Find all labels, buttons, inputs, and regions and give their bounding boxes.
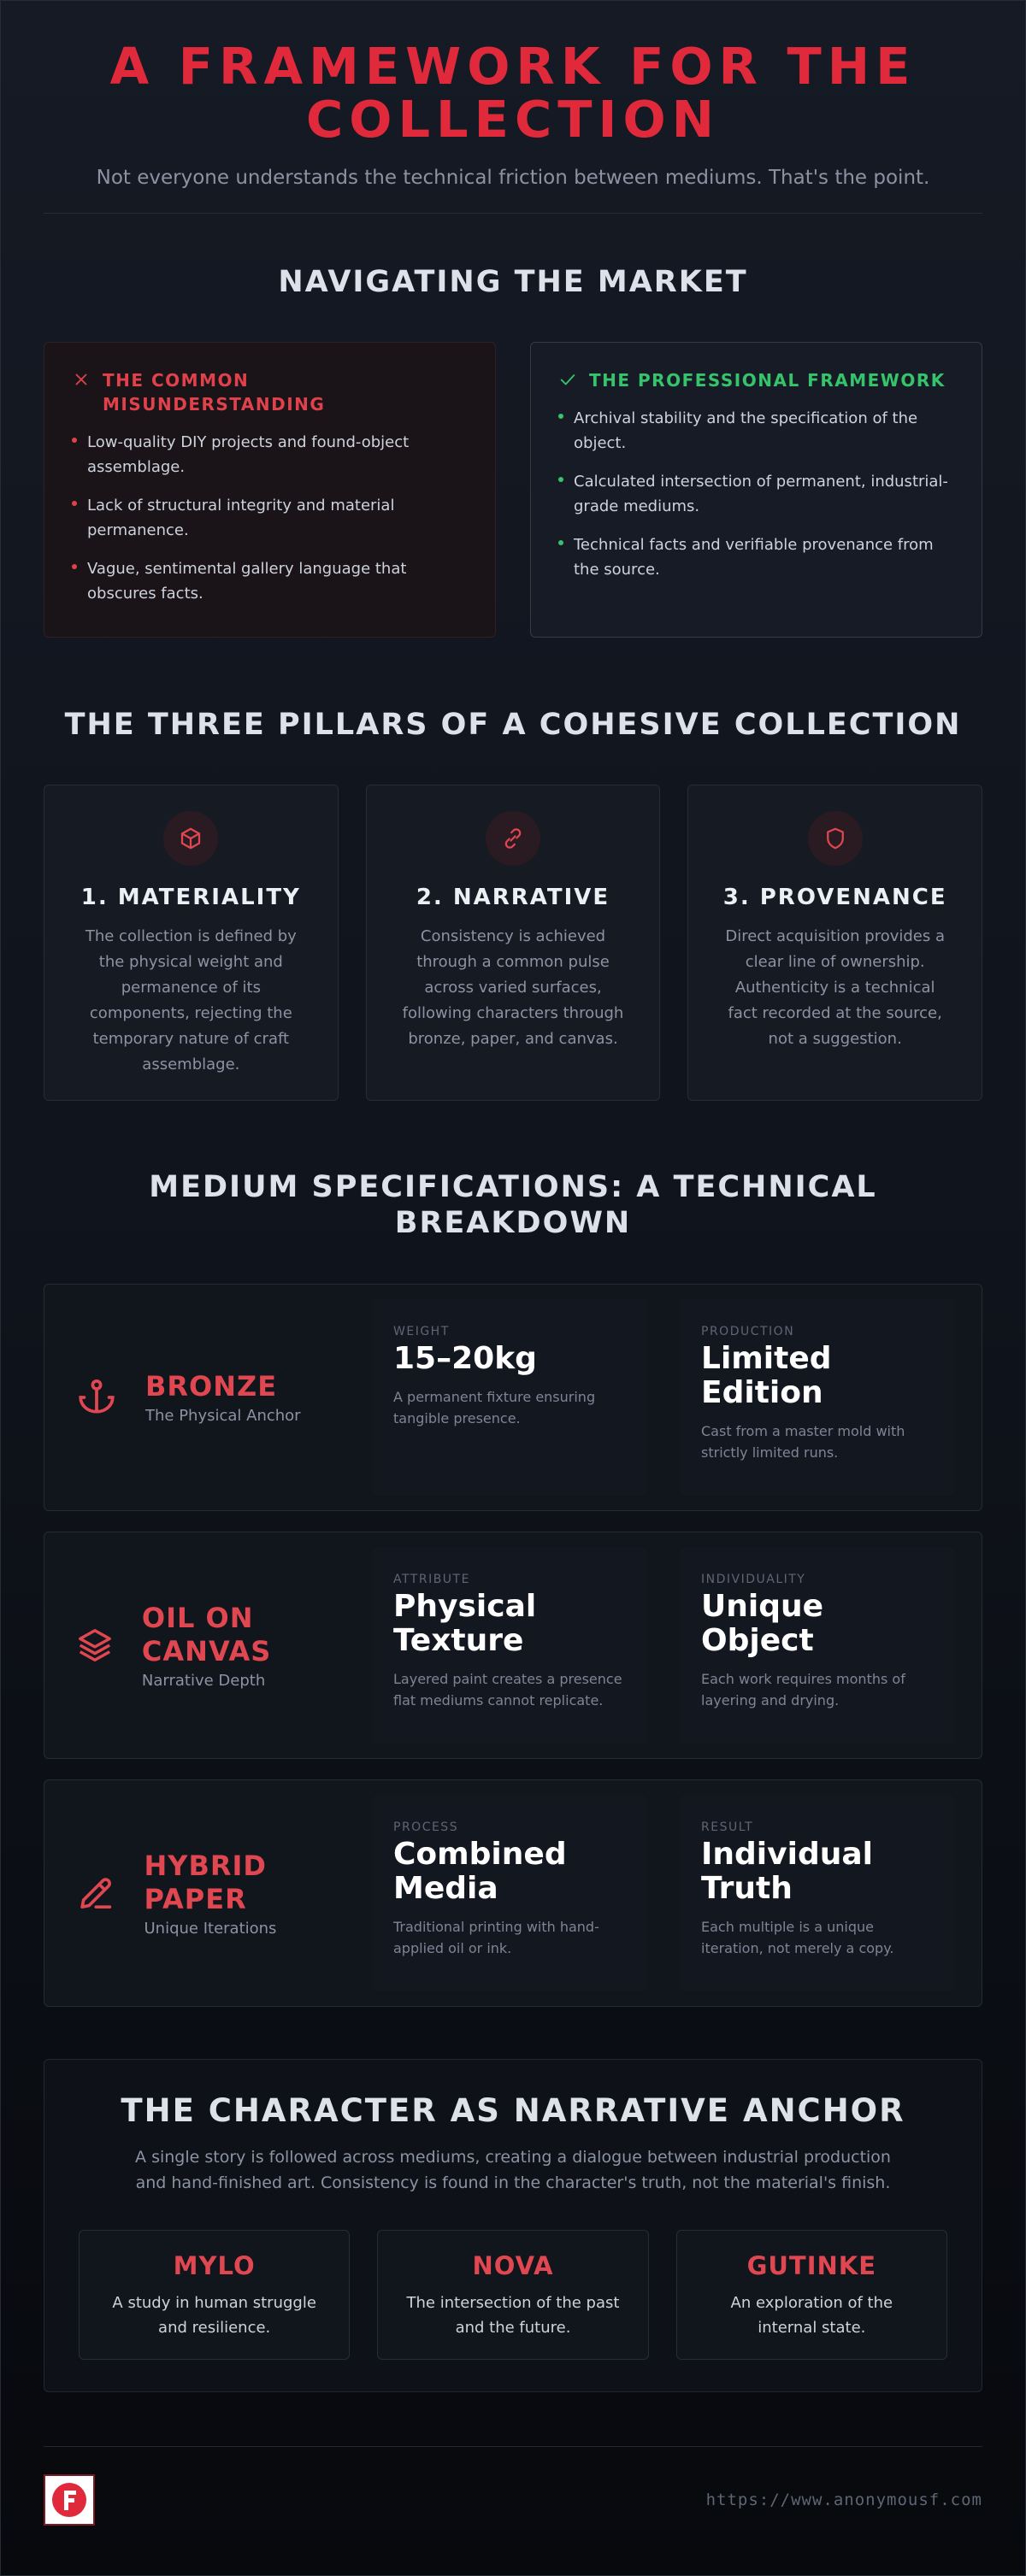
spec-value: Combined Media xyxy=(393,1837,567,1906)
spec-value: Limited Edition xyxy=(701,1341,832,1410)
medium-name: HYBRID PAPER xyxy=(144,1849,267,1915)
medium-heading xyxy=(145,1370,301,1425)
pillar-card-narrative xyxy=(366,785,661,1101)
framework-label: THE PROFESSIONAL FRAMEWORK xyxy=(589,370,946,391)
bullet-dot xyxy=(72,501,77,506)
footer-url-link[interactable]: https://www.anonymousf.com xyxy=(705,2491,982,2509)
framework-list xyxy=(558,406,954,582)
spec-description: A permanent fixture ensuring tangible presence. xyxy=(393,1389,596,1426)
page-subtitle: Not everyone understands the technical friction between mediums. That's the point. xyxy=(96,167,930,189)
spec-pair xyxy=(373,1547,954,1744)
list-item-text: Low-quality DIY projects and found-object assemblage. xyxy=(87,433,410,476)
footer-divider xyxy=(44,2446,982,2447)
character-name: MYLO xyxy=(173,2251,256,2280)
misunderstanding-header xyxy=(72,368,468,416)
spec-description: Each multiple is a unique iteration, not merely a copy. xyxy=(701,1919,894,1956)
logo[interactable] xyxy=(44,2474,95,2526)
medium-subtitle: Unique Iterations xyxy=(144,1919,277,1938)
pillar-text: The collection is defined by the physical weight and permanence of its components, rejecting the temporary nature of craft assemblage. xyxy=(85,927,297,1073)
pillar-icon-badge xyxy=(486,811,540,866)
misunderstanding-list xyxy=(72,430,468,606)
bullet-dot xyxy=(558,540,563,545)
spec-box xyxy=(681,1795,954,1991)
layers-icon xyxy=(75,1624,115,1667)
character-row xyxy=(79,2230,947,2360)
medium-identity xyxy=(75,1850,373,1938)
list-item xyxy=(558,532,954,582)
pillar-title: 1. MATERIALITY xyxy=(80,885,301,910)
list-item-text: Vague, sentimental gallery language that obscures facts. xyxy=(87,560,407,603)
character-section-title: THE CHARACTER AS NARRATIVE ANCHOR xyxy=(121,2092,905,2129)
spec-label: ATTRIBUTE xyxy=(393,1573,470,1586)
list-item xyxy=(72,493,468,543)
header-divider xyxy=(44,213,982,214)
bullet-dot xyxy=(558,414,563,419)
header xyxy=(44,1,982,189)
spec-label: PROCESS xyxy=(393,1820,459,1834)
character-desc: An exploration of the internal state. xyxy=(730,2294,893,2337)
spec-value: 15–20kg xyxy=(393,1341,537,1376)
pillar-title: 2. NARRATIVE xyxy=(416,885,610,910)
link-icon xyxy=(500,826,526,851)
list-item-text: Archival stability and the specification of the object. xyxy=(574,409,918,452)
footer xyxy=(44,2474,982,2526)
pillars-row xyxy=(44,785,982,1101)
framework-card xyxy=(530,342,982,638)
bullet-dot xyxy=(72,438,77,443)
medium-heading xyxy=(142,1602,373,1690)
character-card-gutinke xyxy=(676,2230,947,2360)
pillar-icon-badge xyxy=(163,811,218,866)
spec-box xyxy=(373,1547,646,1744)
character-section xyxy=(44,2059,982,2392)
spec-pair xyxy=(373,1299,954,1496)
list-item-text: Lack of structural integrity and material permanence. xyxy=(87,497,395,539)
medium-subtitle: The Physical Anchor xyxy=(145,1407,301,1425)
character-desc: A study in human struggle and resilience. xyxy=(112,2294,316,2337)
medium-heading xyxy=(144,1850,373,1938)
bullet-dot xyxy=(558,477,563,482)
market-comparison xyxy=(44,342,982,638)
spec-value: Physical Texture xyxy=(393,1589,537,1658)
pillar-title: 3. PROVENANCE xyxy=(722,885,947,910)
shield-icon xyxy=(823,826,848,851)
spec-description: Layered paint creates a presence flat mediums cannot replicate. xyxy=(393,1671,622,1709)
spec-label: INDIVIDUALITY xyxy=(701,1573,806,1586)
spec-label: PRODUCTION xyxy=(701,1325,795,1338)
anchor-icon xyxy=(75,1376,118,1419)
character-card-nova xyxy=(377,2230,648,2360)
character-description: A single story is followed across mediums, creating a dialogue between industrial production and hand-finished art. Consistency is found in the character's truth, not the material's finish. xyxy=(135,2148,891,2192)
spec-pair xyxy=(373,1795,954,1991)
spec-description: Cast from a master mold with strictly limited runs. xyxy=(701,1423,905,1461)
spec-description: Traditional printing with hand-applied oil or ink. xyxy=(393,1919,599,1956)
pen-icon xyxy=(75,1872,116,1914)
list-item xyxy=(72,430,468,479)
spec-label: WEIGHT xyxy=(393,1325,450,1338)
logo-mark-icon xyxy=(49,2479,90,2520)
pillar-card-provenance xyxy=(687,785,982,1101)
cube-icon xyxy=(178,826,203,851)
framework-header xyxy=(558,368,954,392)
spec-value: Unique Object xyxy=(701,1589,824,1658)
spec-box xyxy=(373,1795,646,1991)
bullet-dot xyxy=(72,564,77,569)
misunderstanding-card xyxy=(44,342,496,638)
character-card-mylo xyxy=(79,2230,350,2360)
pillar-text: Direct acquisition provides a clear line of ownership. Authenticity is a technical fact recorded at the source, not a suggestion. xyxy=(725,927,946,1048)
medium-card-hybrid-paper xyxy=(44,1779,982,2007)
list-item-text: Calculated intersection of permanent, industrial-grade mediums. xyxy=(574,473,948,515)
spec-label: RESULT xyxy=(701,1820,754,1834)
spec-box xyxy=(373,1299,646,1496)
pillar-text: Consistency is achieved through a common pulse across varied surfaces, following characters through bronze, paper, and canvas. xyxy=(402,927,624,1048)
character-name: GUTINKE xyxy=(746,2251,877,2280)
list-item-text: Technical facts and verifiable provenance from the source. xyxy=(574,536,934,579)
market-section-title: NAVIGATING THE MARKET xyxy=(278,265,748,299)
pillar-icon-badge xyxy=(808,811,863,866)
medium-card-bronze xyxy=(44,1284,982,1511)
pillar-card-materiality xyxy=(44,785,339,1101)
list-item xyxy=(72,556,468,606)
misunderstanding-label: THE COMMON MISUNDERSTANDING xyxy=(103,370,326,415)
medium-name: BRONZE xyxy=(145,1370,278,1403)
character-name: NOVA xyxy=(472,2251,554,2280)
pillars-section-title: THE THREE PILLARS OF A COHESIVE COLLECTION xyxy=(64,708,962,742)
medium-identity xyxy=(75,1370,373,1425)
medium-list xyxy=(44,1284,982,2007)
medium-name: OIL ON CANVAS xyxy=(141,1601,272,1667)
mediums-section-title: MEDIUM SPECIFICATIONS: A TECHNICAL BREAKDOWN xyxy=(149,1170,877,1240)
medium-identity xyxy=(75,1602,373,1690)
x-icon xyxy=(72,370,91,389)
character-desc: The intersection of the past and the future. xyxy=(406,2294,620,2337)
list-item xyxy=(558,469,954,519)
medium-subtitle: Narrative Depth xyxy=(141,1671,266,1690)
spec-box xyxy=(681,1299,954,1496)
spec-box xyxy=(681,1547,954,1744)
page-title: A FRAMEWORK FOR THE COLLECTION xyxy=(109,37,917,149)
spec-description: Each work requires months of layering and drying. xyxy=(701,1671,905,1709)
spec-value: Individual Truth xyxy=(701,1837,873,1906)
medium-card-oil-on-canvas xyxy=(44,1532,982,1759)
list-item xyxy=(558,406,954,456)
check-icon xyxy=(558,370,577,389)
